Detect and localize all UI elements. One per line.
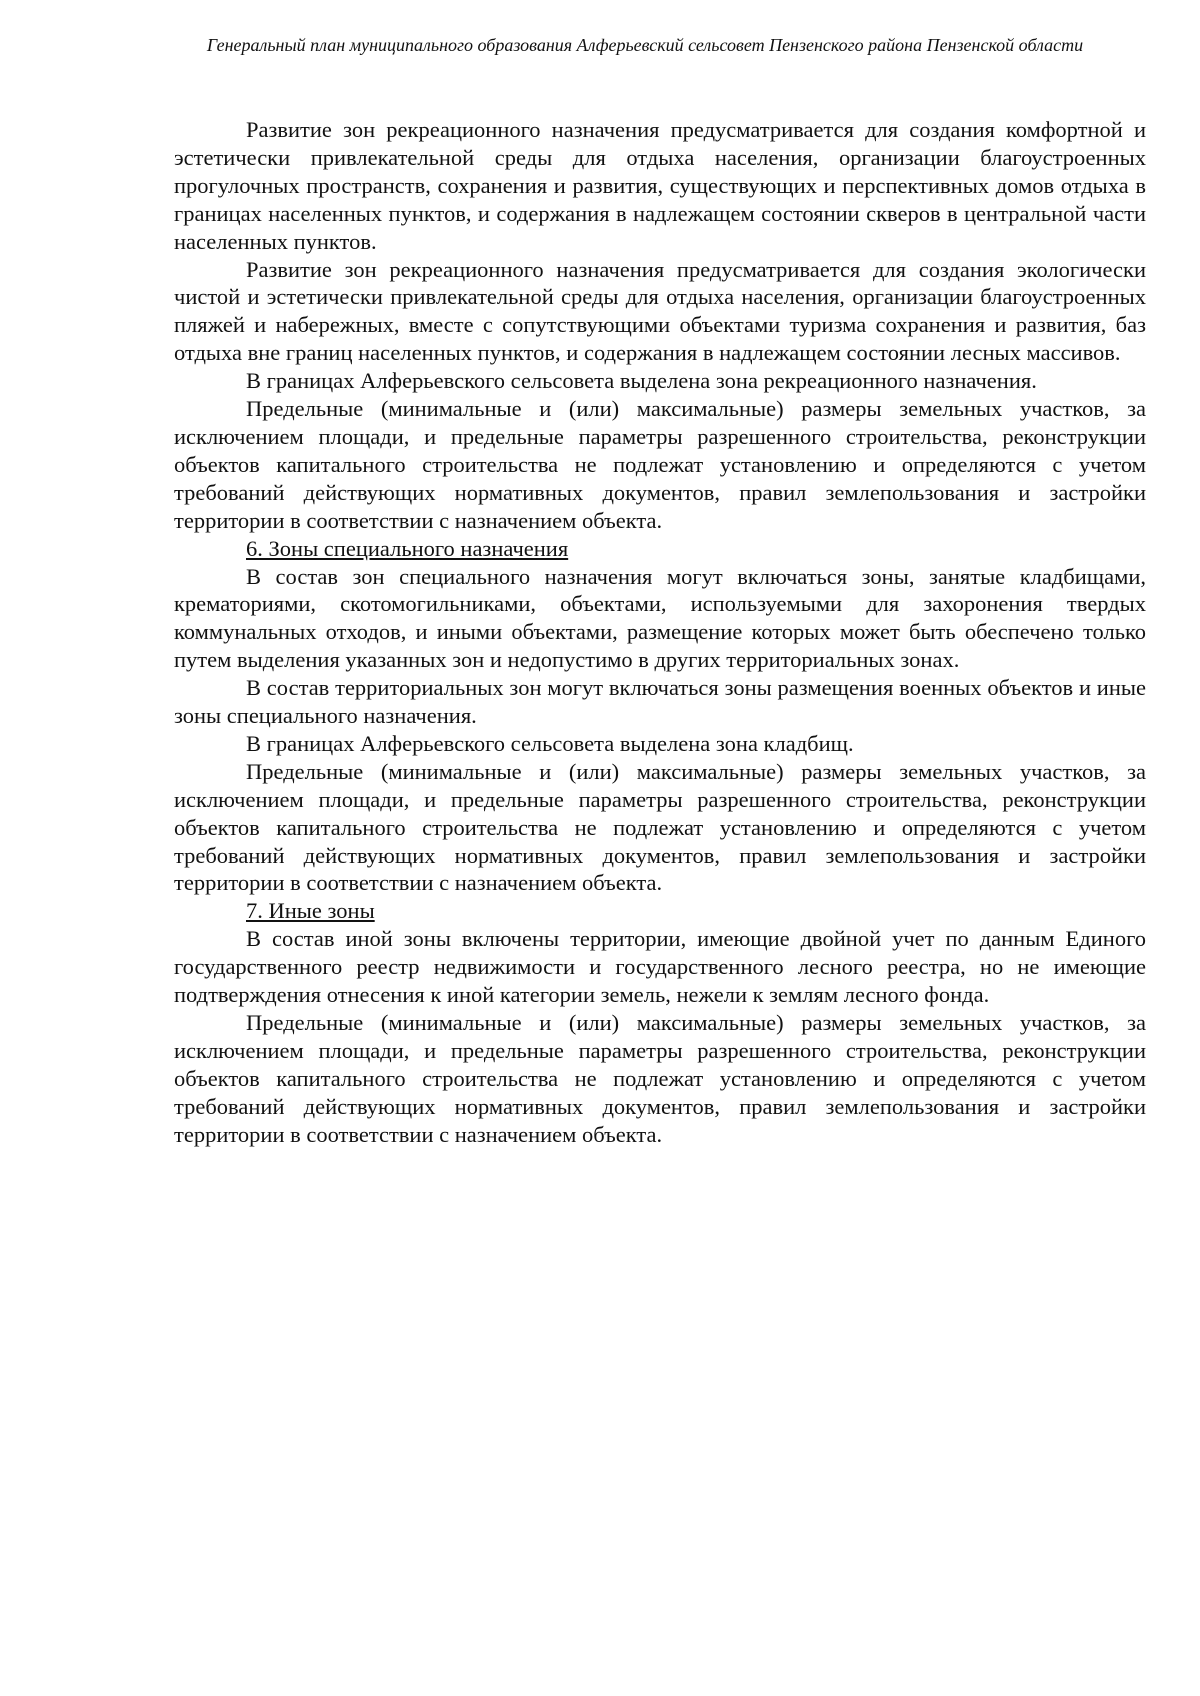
section-heading-text: 6. Зоны специального назначения <box>246 535 569 561</box>
document-body <box>174 116 1146 1149</box>
paragraph-special-zones-composition: В состав зон специального назначения могут включаться зоны, занятые кладбищами, крематориями, скотомогильниками, объектами, используемыми для захоронения твердых коммунальных отходов, и иными объектами, размещение которых может быть обеспечено только путем выделения указанных зон и недопустимо в других территориальных зонах. <box>174 563 1146 673</box>
paragraph-other-zones-composition: В состав иной зоны включены территории, имеющие двойной учет по данным Единого государственного реестр недвижимости и государственного лесного реестра, но не имеющие подтверждения отнесения к иной категории земель, нежели к землям лесного фонда. <box>174 926 1146 1008</box>
paragraph-military-zones: В состав территориальных зон могут включаться зоны размещения военных объектов и иные зоны специального назначения. <box>174 675 1146 729</box>
paragraph-limits-recreation: Предельные (минимальные и (или) максимальные) размеры земельных участков, за исключением площади, и предельные параметры разрешенного строительства, реконструкции объектов капитального строительства не подлежат установлению и определяются с учетом требований действующих нормативных документов, правил землепользования и застройки территории в соответствии с назначением объекта. <box>174 396 1146 533</box>
section-heading-text: 7. Иные зоны <box>246 898 375 924</box>
section-heading-special-zones <box>174 535 1146 563</box>
paragraph-recreation-zone-allocated: В границах Алферьевского сельсовета выделена зона рекреационного назначения. <box>246 368 1037 394</box>
paragraph-recreation-settlements: Развитие зон рекреационного назначения предусматривается для создания комфортной и эстетически привлекательной среды для отдыха населения, организации благоустроенных прогулочных пространств, сохранения и развития, существующих и перспективных домов отдыха в границах населенных пунктов, и содержания в надлежащем состоянии скверов в центральной части населенных пунктов. <box>174 117 1146 254</box>
paragraph-recreation-outside: Развитие зон рекреационного назначения предусматривается для создания экологически чистой и эстетически привлекательной среды для отдыха населения, организации благоустроенных пляжей и набережных, вместе с сопутствующими объектами туризма сохранения и развития, баз отдыха вне границ населенных пунктов, и содержания в надлежащем состоянии лесных массивов. <box>174 256 1146 366</box>
paragraph-limits-other: Предельные (минимальные и (или) максимальные) размеры земельных участков, за исключением площади, и предельные параметры разрешенного строительства, реконструкции объектов капитального строительства не подлежат установлению и определяются с учетом требований действующих нормативных документов, правил землепользования и застройки территории в соответствии с назначением объекта. <box>174 1010 1146 1147</box>
paragraph-cemetery-zone: В границах Алферьевского сельсовета выделена зона кладбищ. <box>246 730 854 756</box>
section-heading-other-zones <box>174 897 1146 925</box>
paragraph-limits-special: Предельные (минимальные и (или) максимальные) размеры земельных участков, за исключением площади, и предельные параметры разрешенного строительства, реконструкции объектов капитального строительства не подлежат установлению и определяются с учетом требований действующих нормативных документов, правил землепользования и застройки территории в соответствии с назначением объекта. <box>174 758 1146 896</box>
running-header: Генеральный план муниципального образования Алферьевский сельсовет Пензенского района Пензенской области <box>206 35 1084 55</box>
